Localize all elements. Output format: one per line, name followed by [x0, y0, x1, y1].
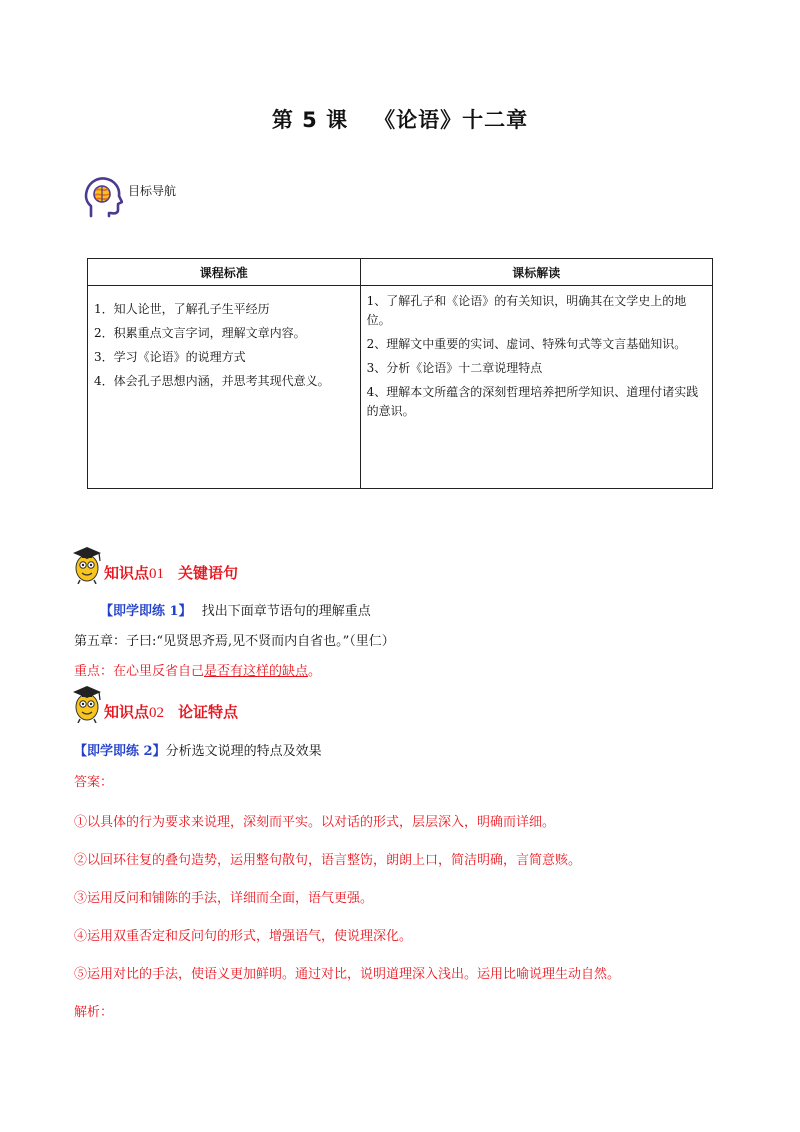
list-item: 4、理解本文所蕴含的深刻哲理培养把所学知识、道理付诸实践的意识。 — [366, 385, 699, 418]
exercise-1-prompt: 找出下面章节语句的理解重点 — [201, 604, 371, 619]
exercise-1-tag: 【即学即练 1】 — [100, 604, 192, 619]
table-row — [88, 286, 713, 489]
lesson-number: 第 5 课 — [271, 108, 349, 132]
answer-label: 答案： — [74, 775, 114, 790]
focus-line: 重点：在心里反省自己是否有这样的缺点。 — [74, 664, 322, 679]
analysis-label: 解析： — [74, 1005, 114, 1020]
list-item: 1．知人论世，了解孔子生平经历 — [94, 302, 270, 316]
list-item: 2、理解文中重要的实词、虚词、特殊句式等文言基础知识。 — [366, 337, 687, 351]
answer-item: ⑤运用对比的手法，使语义更加鲜明。通过对比，说明道理深入浅出。运用比喻说理生动自然。 — [74, 967, 621, 982]
standards-table — [87, 258, 713, 489]
focus-underlined: 是否有这样的缺点 — [204, 664, 309, 679]
exercise-2-tag: 【即学即练 2】 — [74, 744, 166, 759]
knowledge-point-1-title: 知识点01 关键语句 — [104, 564, 239, 582]
table-header-interpretation: 课标解读 — [360, 259, 712, 286]
interpretation-cell — [360, 286, 712, 489]
list-item: 2．积累重点文言字词，理解文章内容。 — [94, 326, 306, 340]
goal-nav-label: 目标导航 — [128, 184, 177, 198]
answer-item: ③运用反问和铺陈的手法，详细而全面，语气更强。 — [74, 891, 374, 906]
page-title — [0, 104, 800, 134]
list-item: 3．学习《论语》的说理方式 — [94, 350, 246, 364]
table-header-standard: 课程标准 — [88, 259, 361, 286]
exercise-2 — [74, 740, 322, 759]
brain-head-icon — [83, 176, 123, 220]
list-item: 3、分析《论语》十二章说理特点 — [366, 361, 543, 375]
answer-item: ②以回环往复的叠句造势，运用整句散句，语言整饬，朗朗上口，简洁明确，言简意赅。 — [74, 853, 582, 868]
exercise-2-prompt: 分析选文说理的特点及效果 — [165, 744, 322, 759]
standards-cell — [88, 286, 361, 489]
quote-line: 第五章：子曰:“见贤思齐焉,见不贤而内自省也。”（里仁） — [74, 634, 395, 649]
answer-item: ①以具体的行为要求来说理，深刻而平实。以对话的形式，层层深入，明确而详细。 — [74, 815, 556, 830]
knowledge-point-2-title: 知识点02 论证特点 — [104, 703, 239, 721]
graduate-mascot-icon — [70, 544, 104, 584]
graduate-mascot-icon — [70, 683, 104, 723]
list-item: 1、了解孔子和《论语》的有关知识，明确其在文学史上的地位。 — [366, 294, 687, 327]
table-header-row — [88, 259, 713, 286]
exercise-1 — [100, 600, 371, 619]
lesson-name: 《论语》十二章 — [374, 108, 529, 132]
answer-item: ④运用双重否定和反问句的形式，增强语气，使说理深化。 — [74, 929, 413, 944]
list-item: 4．体会孔子思想内涵，并思考其现代意义。 — [94, 374, 330, 388]
